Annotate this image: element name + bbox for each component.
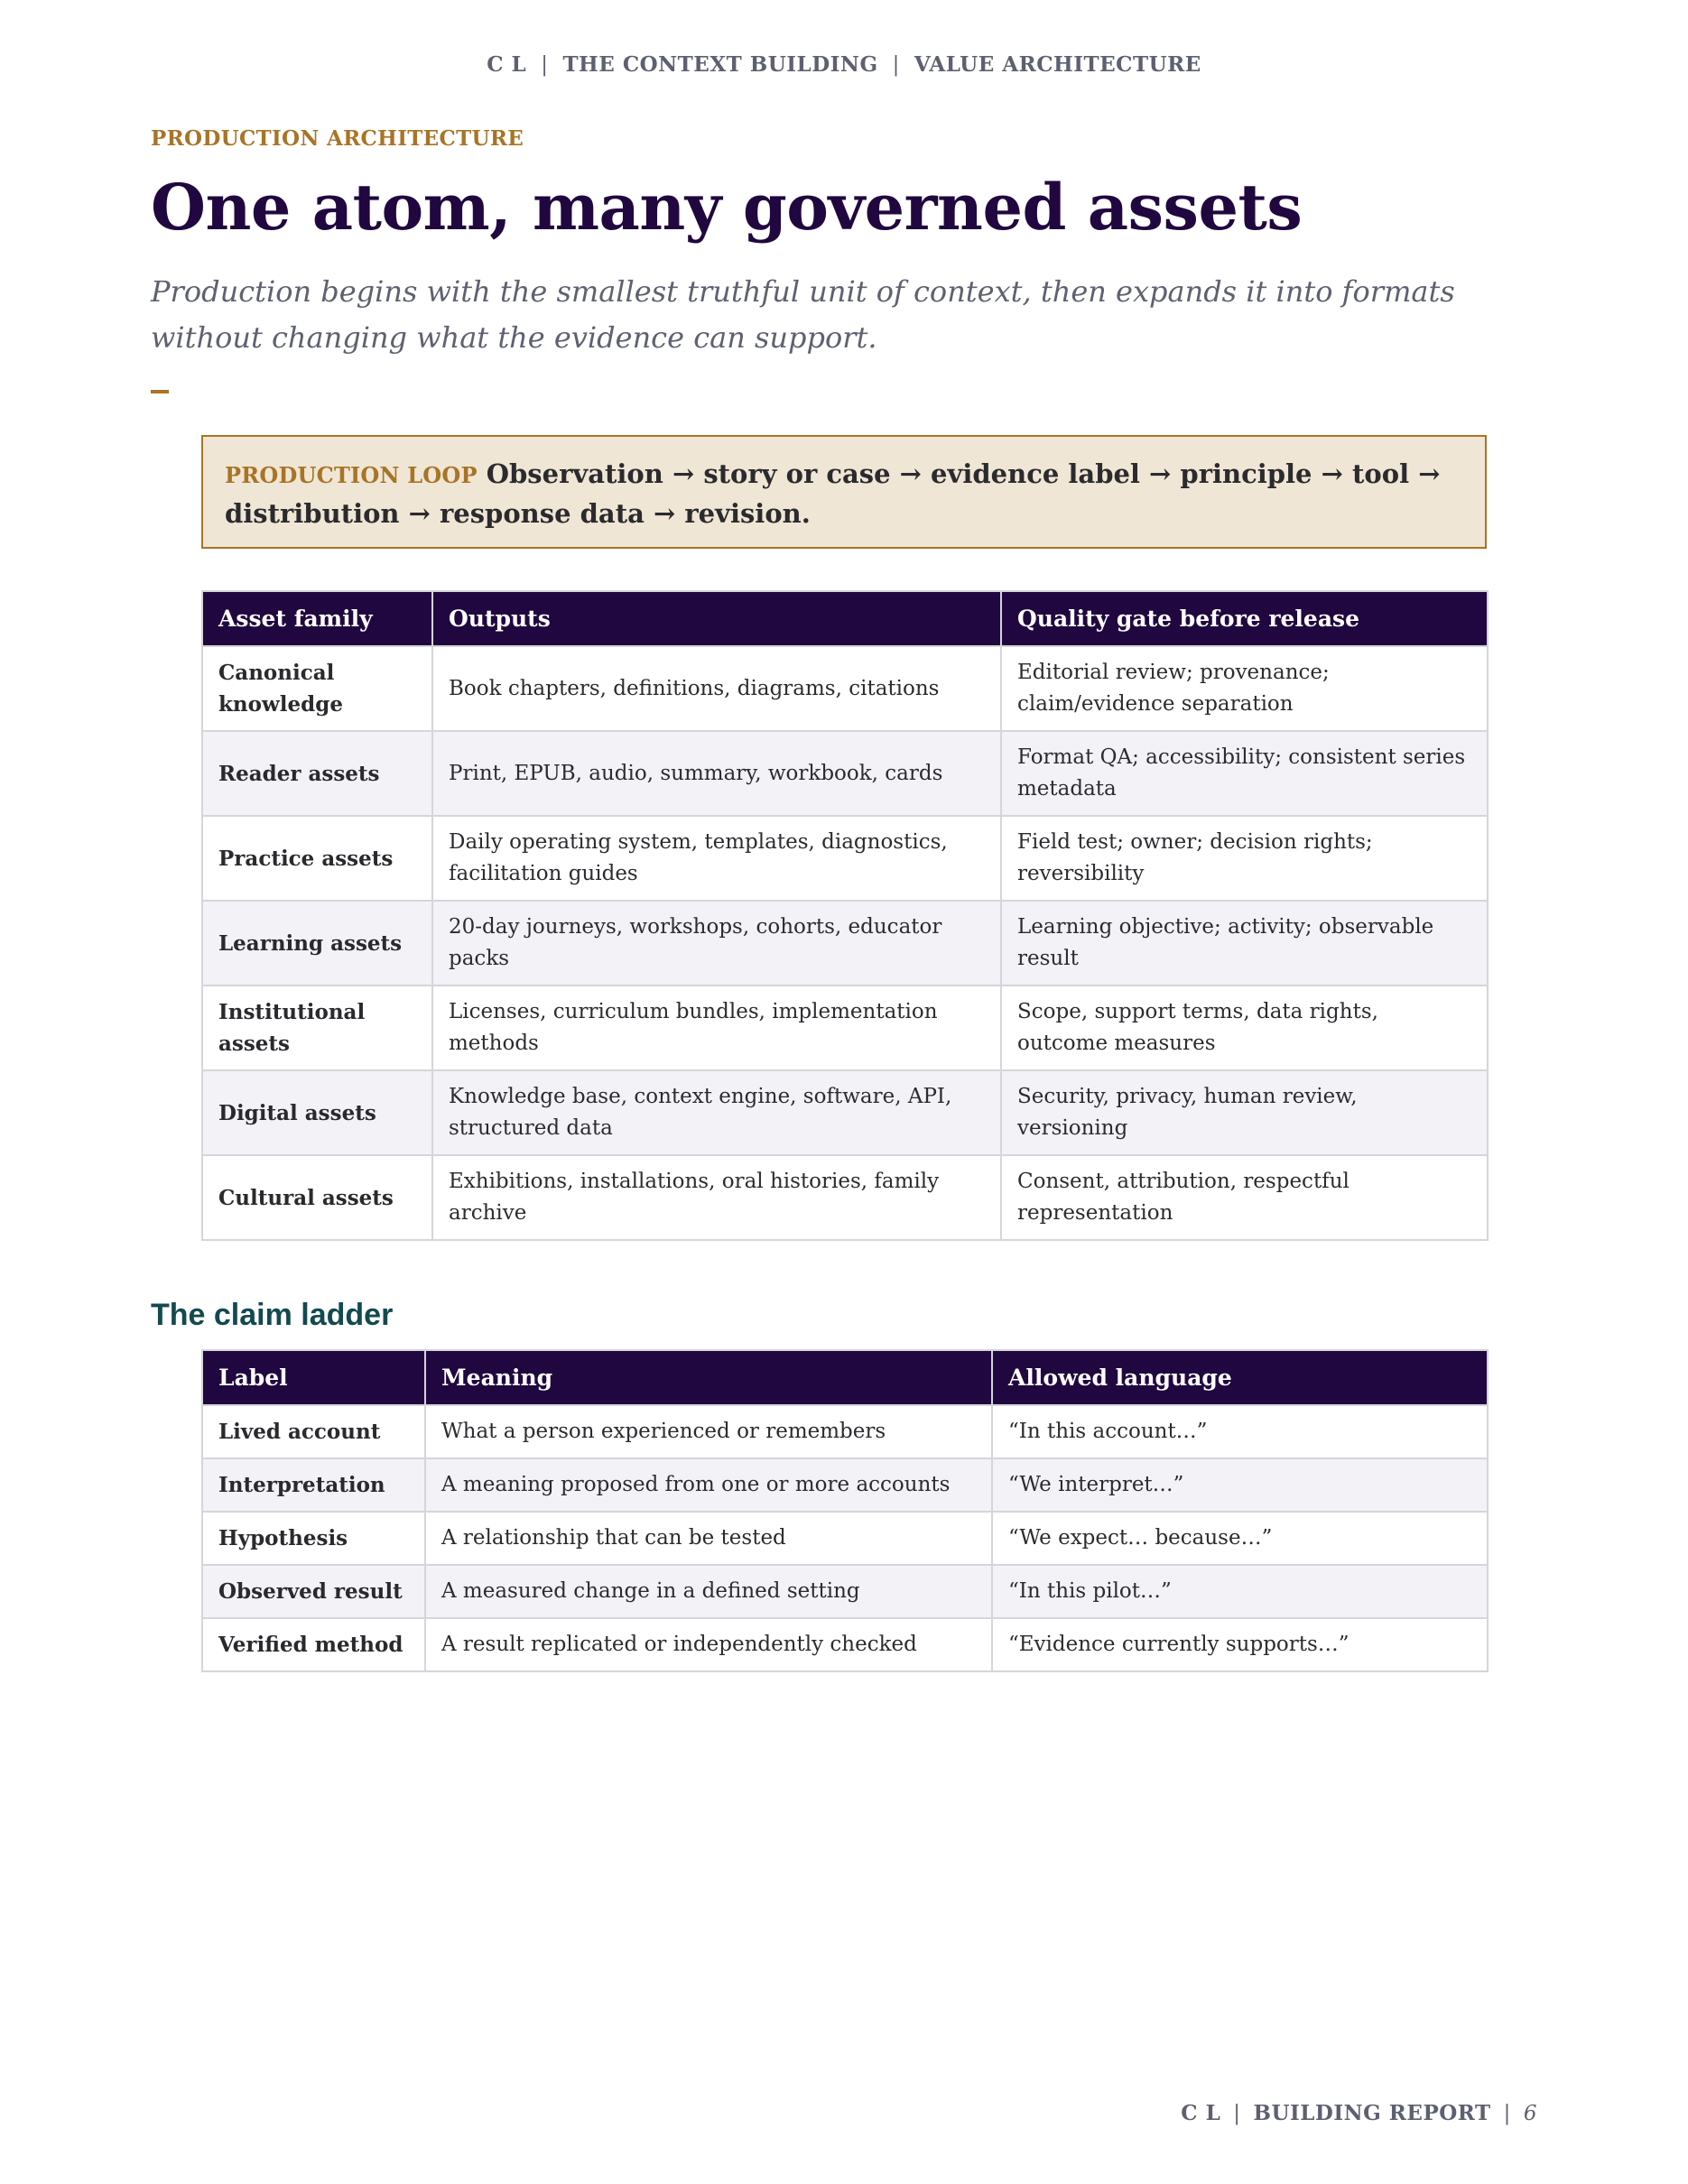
table-row (202, 1070, 1488, 1155)
running-header (0, 52, 1688, 77)
callout-label: PRODUCTION LOOP (225, 462, 478, 488)
column-header: Meaning (425, 1350, 992, 1405)
asset-family-cell: Learning assets (202, 901, 432, 986)
meaning-cell: A meaning proposed from one or more accounts (425, 1458, 992, 1512)
accent-dash (151, 390, 169, 393)
meaning-cell: A measured change in a defined setting (425, 1565, 992, 1618)
quality-gate-cell: Scope, support terms, data rights, outcome measures (1001, 986, 1488, 1070)
column-header: Label (202, 1350, 425, 1405)
table-row (202, 1512, 1488, 1565)
quality-gate-cell: Format QA; accessibility; consistent series metadata (1001, 731, 1488, 816)
table-row (202, 1458, 1488, 1512)
table-row (202, 1405, 1488, 1458)
claim-label-cell: Observed result (202, 1565, 425, 1618)
claim-ladder-table (201, 1349, 1489, 1672)
table-header-row (202, 591, 1488, 646)
page-title: One atom, many governed assets (151, 170, 1303, 245)
allowed-language-cell: “Evidence currently supports…” (992, 1618, 1488, 1671)
table-row (202, 1565, 1488, 1618)
table-row (202, 1155, 1488, 1240)
footer-initials: C L (1181, 2101, 1221, 2125)
table-row (202, 986, 1488, 1070)
quality-gate-cell: Field test; owner; decision rights; reversibility (1001, 816, 1488, 901)
outputs-cell: Exhibitions, installations, oral histories, family archive (432, 1155, 1001, 1240)
column-header: Allowed language (992, 1350, 1488, 1405)
claim-ladder-heading: The claim ladder (151, 1298, 394, 1332)
page-number: 6 (1523, 2102, 1537, 2125)
footer-label: BUILDING REPORT (1253, 2101, 1491, 2125)
asset-family-cell: Institutional assets (202, 986, 432, 1070)
header-initials: C L (487, 52, 527, 77)
table-row (202, 816, 1488, 901)
header-section: VALUE ARCHITECTURE (914, 52, 1201, 77)
claim-label-cell: Hypothesis (202, 1512, 425, 1565)
column-header: Quality gate before release (1001, 591, 1488, 646)
asset-family-cell: Practice assets (202, 816, 432, 901)
header-separator: | (892, 53, 900, 77)
table-row (202, 646, 1488, 731)
outputs-cell: 20-day journeys, workshops, cohorts, educator packs (432, 901, 1001, 986)
outputs-cell: Book chapters, definitions, diagrams, citations (432, 646, 1001, 731)
table-header-row (202, 1350, 1488, 1405)
claim-label-cell: Lived account (202, 1405, 425, 1458)
table-row (202, 731, 1488, 816)
footer-separator: | (1503, 2102, 1511, 2125)
outputs-cell: Print, EPUB, audio, summary, workbook, cards (432, 731, 1001, 816)
outputs-cell: Daily operating system, templates, diagnostics, facilitation guides (432, 816, 1001, 901)
quality-gate-cell: Editorial review; provenance; claim/evidence separation (1001, 646, 1488, 731)
claim-label-cell: Verified method (202, 1618, 425, 1671)
column-header: Asset family (202, 591, 432, 646)
header-publication: THE CONTEXT BUILDING (562, 52, 878, 77)
table-row (202, 901, 1488, 986)
running-footer (1181, 2101, 1537, 2125)
allowed-language-cell: “In this account…” (992, 1405, 1488, 1458)
asset-family-cell: Canonical knowledge (202, 646, 432, 731)
footer-separator: | (1233, 2102, 1241, 2125)
asset-family-table (201, 590, 1489, 1241)
outputs-cell: Licenses, curriculum bundles, implementation methods (432, 986, 1001, 1070)
outputs-cell: Knowledge base, context engine, software, API, structured data (432, 1070, 1001, 1155)
meaning-cell: What a person experienced or remembers (425, 1405, 992, 1458)
quality-gate-cell: Consent, attribution, respectful representation (1001, 1155, 1488, 1240)
column-header: Outputs (432, 591, 1001, 646)
allowed-language-cell: “We expect… because…” (992, 1512, 1488, 1565)
allowed-language-cell: “In this pilot…” (992, 1565, 1488, 1618)
meaning-cell: A relationship that can be tested (425, 1512, 992, 1565)
section-eyebrow: PRODUCTION ARCHITECTURE (151, 126, 524, 151)
allowed-language-cell: “We interpret…” (992, 1458, 1488, 1512)
meaning-cell: A result replicated or independently checked (425, 1618, 992, 1671)
production-loop-callout (201, 435, 1487, 549)
claim-label-cell: Interpretation (202, 1458, 425, 1512)
asset-family-cell: Cultural assets (202, 1155, 432, 1240)
asset-family-cell: Digital assets (202, 1070, 432, 1155)
quality-gate-cell: Learning objective; activity; observable result (1001, 901, 1488, 986)
table-row (202, 1618, 1488, 1671)
header-separator: | (541, 53, 549, 77)
page-subtitle: Production begins with the smallest truthful unit of context, then expands it into formats without changing what the evidence can support. (151, 274, 1455, 355)
quality-gate-cell: Security, privacy, human review, versioning (1001, 1070, 1488, 1155)
asset-family-cell: Reader assets (202, 731, 432, 816)
callout-text: Observation → story or case → evidence label → principle → tool → distribution → response data → revision. (225, 458, 1441, 529)
